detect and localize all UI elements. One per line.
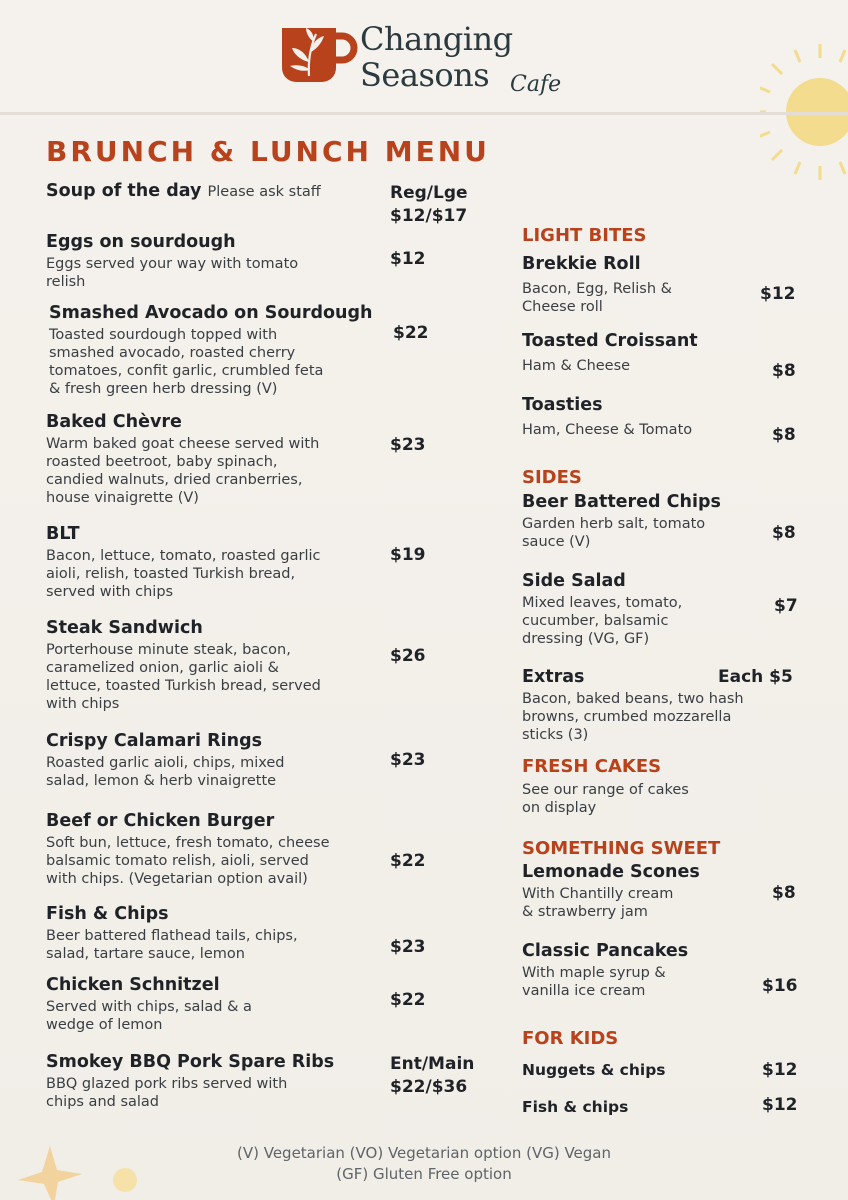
item-desc-line: salad, lemon & herb vinaigrette: [46, 773, 277, 789]
section-for-kids: FOR KIDS: [522, 1028, 619, 1049]
price: $23: [390, 937, 426, 957]
dot-icon: [110, 1165, 140, 1195]
item-desc-line: tomatoes, confit garlic, crumbled feta: [49, 363, 324, 379]
price: $22: [390, 851, 426, 871]
price: $12: [760, 284, 796, 304]
item-name: Extras: [522, 667, 585, 687]
item-name: Side Salad: [522, 571, 626, 591]
item-desc-line: Porterhouse minute steak, bacon,: [46, 642, 291, 658]
item-desc-line: & fresh green herb dressing (V): [49, 381, 278, 397]
item-desc-line: Garden herb salt, tomato: [522, 516, 706, 532]
menu-item-ribs: [46, 1052, 334, 1111]
item-name: Smokey BBQ Pork Spare Ribs: [46, 1052, 335, 1072]
item-desc-line: roasted beetroot, baby spinach,: [46, 454, 278, 470]
item-desc-line: with chips. (Vegetarian option avail): [46, 871, 308, 887]
price: $23: [390, 435, 426, 455]
item-desc-line: Served with chips, salad & a: [46, 999, 252, 1015]
menu-item-eggs: [46, 232, 298, 291]
item-desc-line: Ham, Cheese & Tomato: [522, 422, 693, 438]
price: Each $5: [718, 667, 793, 687]
item-desc-line: sauce (V): [522, 534, 591, 550]
section-fresh-cakes: FRESH CAKES: [522, 756, 662, 777]
item-name: Fish & Chips: [46, 904, 169, 924]
legend-line-1: (V) Vegetarian (VO) Vegetarian option (VG) Vegan: [236, 1144, 611, 1162]
item-name: Crispy Calamari Rings: [46, 731, 263, 751]
item-name: Soup of the day: [46, 181, 202, 201]
item-desc-line: & strawberry jam: [522, 904, 648, 920]
menu-item-chips: [522, 492, 721, 551]
price: $26: [390, 646, 426, 666]
item-desc-line: caramelized onion, garlic aioli &: [46, 660, 279, 676]
item-name: Brekkie Roll: [522, 254, 641, 274]
item-desc-line: Toasted sourdough topped with: [49, 327, 278, 343]
item-desc-line: Ham & Cheese: [522, 358, 631, 374]
item-desc-line: chips and salad: [46, 1094, 160, 1110]
section-something-sweet: SOMETHING SWEET: [522, 838, 721, 859]
item-desc-line: Warm baked goat cheese served with: [46, 436, 320, 452]
price: $19: [390, 545, 426, 565]
price: $12: [762, 1095, 798, 1115]
item-name: BLT: [46, 524, 80, 544]
brand-line-2: Seasons: [360, 56, 490, 94]
section-light-bites: LIGHT BITES: [522, 225, 647, 246]
item-name: Chicken Schnitzel: [46, 975, 220, 995]
item-desc-line: relish: [46, 274, 86, 290]
menu-item-pancakes: [522, 941, 688, 1000]
item-desc-line: See our range of cakes: [522, 782, 689, 798]
menu-title: BRUNCH & LUNCH MENU: [46, 135, 490, 168]
menu-item-calamari: [46, 731, 285, 790]
brand-line-3: Cafe: [510, 72, 562, 97]
item-desc-line: Bacon, Egg, Relish &: [522, 281, 672, 297]
item-desc-line: With maple syrup &: [522, 965, 666, 981]
item-desc-line: Beer battered flathead tails, chips,: [46, 928, 298, 944]
price: $22: [390, 990, 426, 1010]
item-desc-line: served with chips: [46, 584, 174, 600]
menu-item-kids-fish: Fish & chips: [522, 1098, 629, 1116]
price: $22/$36: [390, 1077, 468, 1097]
item-desc-line: Soft bun, lettuce, fresh tomato, cheese: [46, 835, 330, 851]
price-label: Reg/Lge: [390, 183, 468, 203]
item-desc-line: cucumber, balsamic: [522, 613, 669, 629]
price: $8: [772, 361, 796, 381]
item-name: Beef or Chicken Burger: [46, 811, 275, 831]
price: $7: [774, 596, 798, 616]
item-desc-line: aioli, relish, toasted Turkish bread,: [46, 566, 296, 582]
price: $12/$17: [390, 206, 468, 226]
item-desc-line: balsamic tomato relish, aioli, served: [46, 853, 309, 869]
item-name: Steak Sandwich: [46, 618, 203, 638]
brand-line-1: Changing: [360, 20, 513, 58]
menu-item-toasties: [522, 395, 692, 439]
menu-item-schnitzel: [46, 975, 252, 1034]
item-desc-line: Bacon, lettuce, tomato, roasted garlic: [46, 548, 321, 564]
star-icon: [10, 1140, 90, 1200]
price-label: Ent/Main: [390, 1054, 475, 1074]
item-desc-line: candied walnuts, dried cranberries,: [46, 472, 303, 488]
section-sides: SIDES: [522, 467, 582, 488]
price: $8: [772, 425, 796, 445]
price: $23: [390, 750, 426, 770]
item-desc-line: browns, crumbed mozzarella: [522, 709, 732, 725]
item-desc-line: on display: [522, 800, 597, 816]
item-note: Please ask staff: [207, 184, 321, 200]
menu-item-extras: [522, 667, 744, 744]
legend-line-2: (GF) Gluten Free option: [336, 1165, 512, 1183]
item-name: Toasties: [522, 395, 603, 415]
menu-item-brekkie-roll: [522, 254, 672, 316]
item-desc-line: BBQ glazed pork ribs served with: [46, 1076, 288, 1092]
menu-item-nuggets: Nuggets & chips: [522, 1061, 666, 1079]
menu-item-burger: [46, 811, 330, 888]
price: $12: [390, 249, 426, 269]
item-desc-line: with chips: [46, 696, 120, 712]
menu-item-avocado: [49, 303, 372, 398]
menu-item-scones: [522, 862, 700, 921]
item-name: Baked Chèvre: [46, 412, 182, 432]
item-desc-line: Mixed leaves, tomato,: [522, 595, 683, 611]
menu-item-side-salad: [522, 571, 682, 648]
item-desc-line: smashed avocado, roasted cherry: [49, 345, 296, 361]
item-desc-line: Cheese roll: [522, 299, 603, 315]
menu-item-croissant: [522, 331, 698, 375]
price: $12: [762, 1060, 798, 1080]
item-name: Smashed Avocado on Sourdough: [49, 303, 373, 323]
item-name: Eggs on sourdough: [46, 232, 236, 252]
item-desc-line: With Chantilly cream: [522, 886, 674, 902]
item-desc-line: dressing (VG, GF): [522, 631, 650, 647]
menu-item-steak: [46, 618, 321, 713]
item-name: Beer Battered Chips: [522, 492, 721, 512]
item-name: Classic Pancakes: [522, 941, 689, 961]
item-desc-line: Roasted garlic aioli, chips, mixed: [46, 755, 285, 771]
price: $8: [772, 883, 796, 903]
item-desc-line: house vinaigrette (V): [46, 490, 199, 506]
menu-item-soup: [46, 181, 321, 201]
item-desc-line: lettuce, toasted Turkish bread, served: [46, 678, 321, 694]
cafe-logo: [278, 20, 578, 100]
item-name: Lemonade Scones: [522, 862, 700, 882]
sun-icon: [760, 40, 848, 190]
item-name: Toasted Croissant: [522, 331, 698, 351]
price: $8: [772, 523, 796, 543]
item-desc-line: Eggs served your way with tomato: [46, 256, 299, 272]
menu-item-blt: [46, 524, 321, 601]
fresh-cakes-desc: [522, 781, 689, 817]
item-desc-line: vanilla ice cream: [522, 983, 646, 999]
price: $22: [393, 323, 429, 343]
menu-item-fish-chips: [46, 904, 298, 963]
menu-item-chevre: [46, 412, 319, 507]
item-desc-line: salad, tartare sauce, lemon: [46, 946, 245, 962]
coffee-mug-icon: [278, 22, 358, 90]
price: $16: [762, 976, 798, 996]
item-desc-line: wedge of lemon: [46, 1017, 163, 1033]
item-desc-line: Bacon, baked beans, two hash: [522, 691, 744, 707]
item-desc-line: sticks (3): [522, 727, 589, 743]
header-divider: [0, 112, 848, 115]
